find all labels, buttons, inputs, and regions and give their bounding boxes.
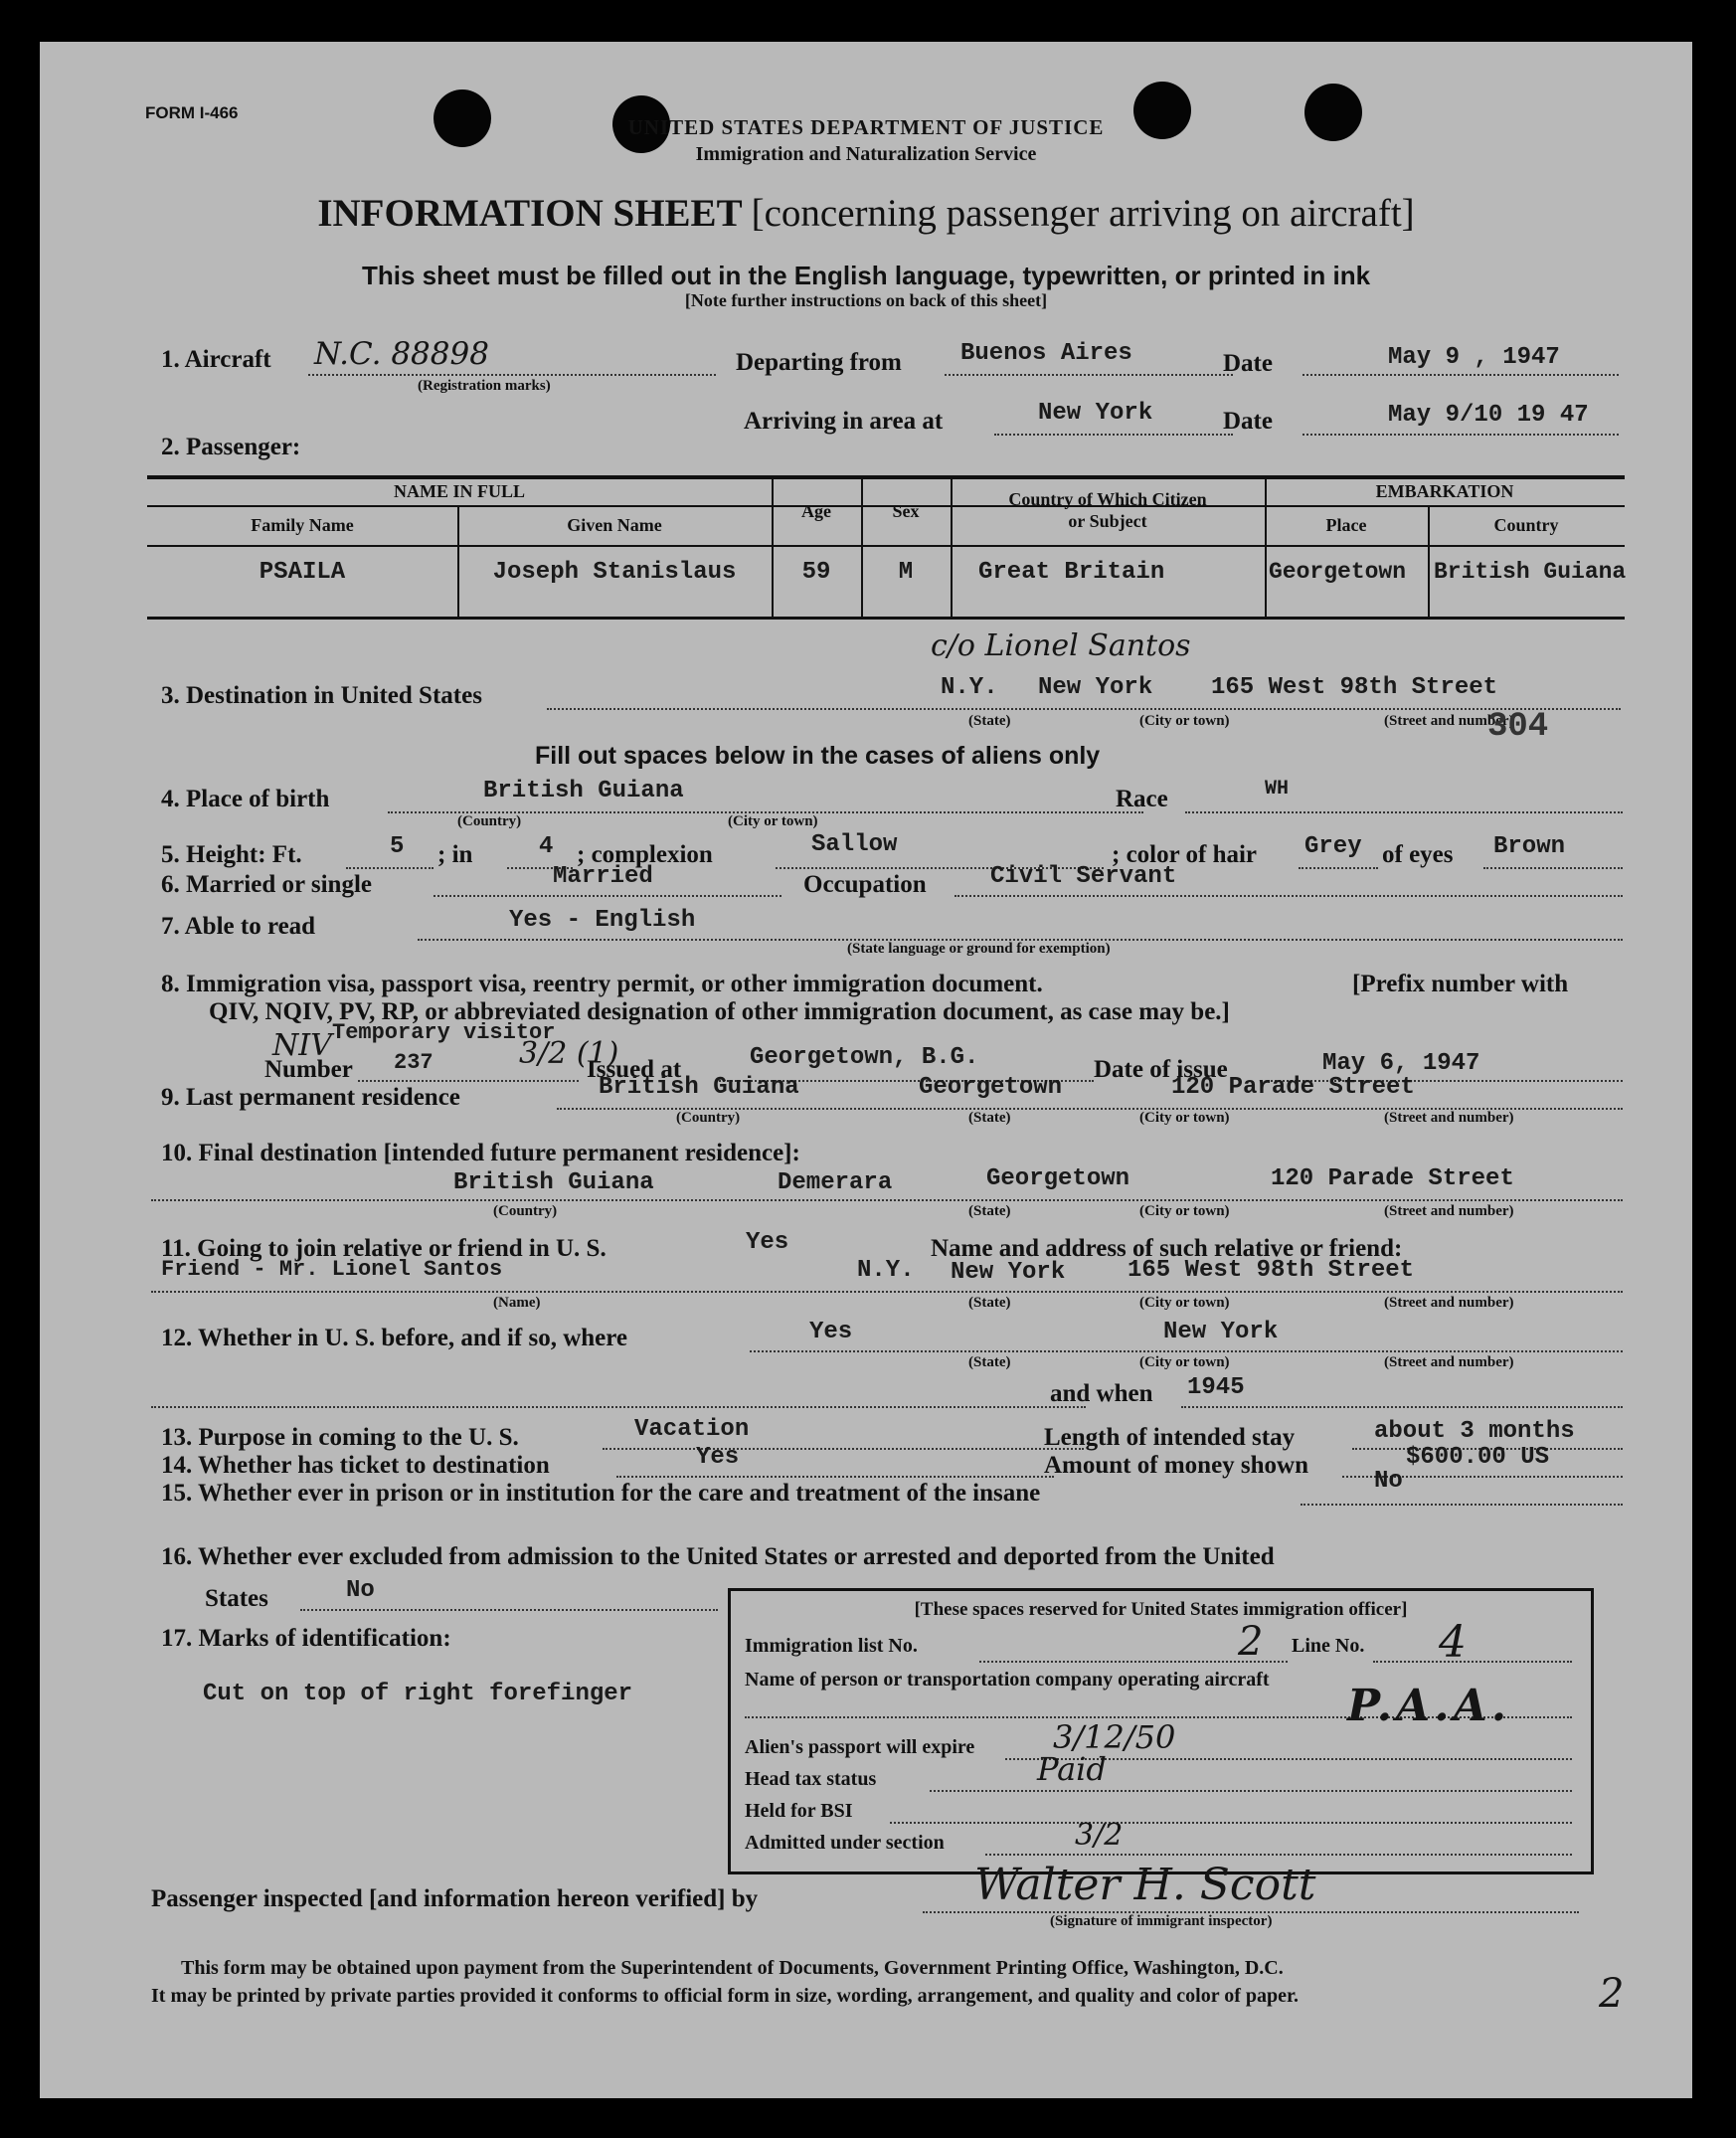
residence-street: 120 Parade Street (1171, 1074, 1415, 1101)
th-country-1: Country of Which Citizen (1008, 489, 1207, 509)
join-state: N.Y. (857, 1257, 915, 1284)
race-value: WH (1265, 778, 1290, 801)
final-city-caption: (City or town) (1139, 1203, 1230, 1219)
height-ft: 5 (390, 833, 405, 860)
destination-line (547, 708, 1621, 710)
join-relative-label: Name and address of such relative or friend: (931, 1235, 1403, 1262)
arriving-line (994, 434, 1233, 436)
cell-family-name: PSAILA (259, 559, 346, 586)
cell-embark-place: Georgetown (1269, 559, 1407, 585)
money-label: Amount of money shown (1044, 1452, 1309, 1479)
visa-number-value: 237 (394, 1050, 434, 1075)
join-city-caption: (City or town) (1139, 1295, 1230, 1311)
join-name-caption: (Name) (493, 1295, 541, 1311)
officer-box-heading: [These spaces reserved for United States immigration officer] (914, 1599, 1408, 1620)
line-no-label: Line No. (1292, 1635, 1365, 1657)
residence-city: Georgetown (919, 1074, 1063, 1101)
aircraft-value: N.C. 88898 (314, 336, 489, 372)
th-sex: Sex (892, 501, 920, 521)
date-of-issue-value: May 6, 1947 (1322, 1050, 1480, 1077)
footer-line-2: It may be printed by private parties provided it conforms to official form in size, wording, arrangement, and quality and color of paper. (151, 1985, 1300, 2007)
read-caption: (State language or ground for exemption) (847, 941, 1111, 957)
height-in-label: ; in (437, 841, 473, 868)
arriving-label: Arriving in area at (744, 408, 944, 435)
departing-label: Departing from (736, 349, 902, 376)
visa-handwritten-section: 3/2 (1) (519, 1036, 619, 1071)
immigration-list-line (979, 1661, 1288, 1663)
eyes-label: of eyes (1382, 841, 1454, 868)
final-country-caption: (Country) (493, 1203, 558, 1219)
head-tax-line (930, 1790, 1572, 1792)
held-for-label: Held for BSI (745, 1800, 853, 1822)
join-value: Yes (746, 1229, 789, 1256)
before-line-2 (151, 1406, 1086, 1408)
footer-line-1: This form may be obtained upon payment from the Superintendent of Documents, Government Printing Office, Washington, D.C. (181, 1957, 1284, 1979)
read-label: 7. Able to read (161, 913, 316, 940)
cell-embark-country: British Guiana (1434, 559, 1627, 585)
th-family-name: Family Name (251, 515, 354, 535)
form-number: FORM I-466 (145, 103, 239, 122)
page-title-sub: [concerning passenger arriving on aircraft] (751, 192, 1415, 235)
arrival-date: May 9/10 19 47 (1388, 402, 1589, 429)
th-age: Age (801, 501, 831, 521)
immigration-list-label: Immigration list No. (745, 1635, 918, 1657)
destination-handwritten-note: c/o Lionel Santos (931, 628, 1191, 663)
final-street-caption: (Street and number) (1384, 1203, 1514, 1219)
money-value: $600.00 US (1406, 1444, 1550, 1471)
signature-caption: (Signature of immigrant inspector) (1050, 1913, 1273, 1929)
cell-citizenship: Great Britain (978, 559, 1165, 586)
when-line (1181, 1406, 1623, 1408)
race-line (1185, 811, 1623, 813)
head-tax-value: Paid (1037, 1750, 1107, 1788)
join-city: New York (951, 1259, 1066, 1286)
occupation-value: Civil Servant (990, 863, 1177, 890)
join-line (151, 1291, 1623, 1293)
date-line-2 (1302, 434, 1619, 436)
married-line (434, 895, 781, 897)
visa-label-1-right: [Prefix number with (1352, 971, 1569, 997)
residence-street-caption: (Street and number) (1384, 1110, 1514, 1126)
operator-value: P.A.A. (1347, 1681, 1511, 1731)
th-given-name: Given Name (567, 515, 662, 535)
excluded-value: No (346, 1577, 375, 1604)
occupation-label: Occupation (803, 871, 927, 898)
th-embarkation: EMBARKATION (1375, 481, 1514, 501)
cell-sex: M (898, 559, 914, 586)
when-label: and when (1050, 1380, 1153, 1407)
visa-number-label: Number (264, 1056, 353, 1083)
destination-state: N.Y. (941, 674, 998, 701)
final-street: 120 Parade Street (1271, 1165, 1514, 1192)
complexion-value: Sallow (811, 831, 898, 858)
before-city: New York (1163, 1319, 1279, 1345)
cell-age: 59 (801, 559, 831, 586)
destination-street: 165 West 98th Street (1211, 674, 1498, 701)
destination-label: 3. Destination in United States (161, 682, 482, 709)
destination-city-caption: (City or town) (1139, 713, 1230, 729)
excluded-label-1: 16. Whether ever excluded from admission to the United States or arrested and deported from the United (161, 1543, 1275, 1570)
date-line-1 (1302, 374, 1619, 376)
admitted-under-label: Admitted under section (745, 1832, 945, 1854)
th-name-in-full: NAME IN FULL (393, 481, 525, 501)
before-city-caption: (City or town) (1139, 1354, 1230, 1370)
residence-country: British Guiana (599, 1074, 799, 1101)
table-col-div-3 (861, 475, 863, 617)
operator-label: Name of person or transportation company operating aircraft (745, 1669, 1270, 1691)
purpose-label: 13. Purpose in coming to the U. S. (161, 1424, 519, 1451)
before-line (750, 1350, 1623, 1352)
inspector-signature: Walter H. Scott (974, 1860, 1316, 1910)
table-subheader-rule (147, 545, 1625, 547)
hair-value: Grey (1304, 833, 1362, 860)
passport-expire-label: Alien's passport will expire (745, 1736, 975, 1758)
ticket-label: 14. Whether has ticket to destination (161, 1452, 550, 1479)
residence-label: 9. Last permanent residence (161, 1084, 460, 1111)
married-label: 6. Married or single (161, 871, 372, 898)
th-country-2: or Subject (1068, 511, 1147, 531)
purpose-line (603, 1448, 1084, 1450)
departing-value: Buenos Aires (960, 340, 1132, 367)
residence-city-caption: (City or town) (1139, 1110, 1230, 1126)
officer-reserved-box (728, 1588, 1594, 1874)
visa-type-value: Temporary visitor (332, 1020, 556, 1045)
th-country: Country (1493, 515, 1559, 535)
final-state: Demerara (778, 1169, 893, 1196)
passenger-label: 2. Passenger: (161, 434, 301, 460)
birth-country-caption: (Country) (457, 813, 522, 829)
final-city: Georgetown (986, 1165, 1130, 1192)
destination-city: New York (1038, 674, 1153, 701)
prison-value: No (1374, 1468, 1403, 1495)
page-title (40, 191, 1692, 236)
visa-label-2: QIV, NQIV, PV, RP, or abbreviated designation of other immigration document, as case may be.] (209, 998, 1230, 1025)
th-place: Place (1325, 515, 1367, 535)
occupation-line (955, 895, 1623, 897)
immigration-list-value: 2 (1238, 1619, 1264, 1665)
join-street: 165 West 98th Street (1128, 1257, 1415, 1284)
residence-country-caption: (Country) (676, 1110, 741, 1126)
line-no-value: 4 (1439, 1617, 1467, 1668)
aircraft-label: 1. Aircraft (161, 346, 271, 373)
table-col-div-2 (772, 475, 774, 617)
final-state-caption: (State) (968, 1203, 1011, 1219)
final-destination-label: 10. Final destination [intended future permanent residence]: (161, 1140, 800, 1166)
before-street-caption: (Street and number) (1384, 1354, 1514, 1370)
destination-state-caption: (State) (968, 713, 1011, 729)
join-state-caption: (State) (968, 1295, 1011, 1311)
issued-at-label: Issued at (587, 1056, 682, 1083)
ticket-value: Yes (696, 1444, 740, 1471)
destination-street-caption: (Street and number) (1384, 713, 1514, 729)
date-label-2: Date (1223, 408, 1273, 435)
head-tax-label: Head tax status (745, 1768, 877, 1790)
page-mark: 2 (1599, 1971, 1625, 2017)
race-label: Race (1116, 786, 1168, 812)
line-no-line (1373, 1661, 1572, 1663)
stay-label: Length of intended stay (1044, 1424, 1296, 1451)
service-title: Immigration and Naturalization Service (695, 143, 1037, 165)
marks-label: 17. Marks of identification: (161, 1625, 451, 1652)
height-label: 5. Height: Ft. (161, 841, 302, 868)
departing-line (945, 374, 1233, 376)
excluded-line (300, 1609, 718, 1611)
admitted-under-line (985, 1854, 1572, 1856)
instruction-line: This sheet must be filled out in the English language, typewritten, or printed in ink (361, 261, 1371, 290)
join-label: 11. Going to join relative or friend in U. S. (161, 1235, 607, 1262)
eyes-value: Brown (1493, 833, 1566, 860)
birth-country: British Guiana (483, 778, 684, 804)
aircraft-caption: (Registration marks) (418, 378, 551, 394)
visa-handwritten-code: NIV (272, 1028, 332, 1063)
read-value: Yes - English (509, 907, 696, 934)
join-name: Friend - Mr. Lionel Santos (161, 1257, 503, 1282)
birth-label: 4. Place of birth (161, 786, 330, 812)
cell-given-name: Joseph Stanislaus (492, 559, 737, 586)
final-country: British Guiana (453, 1169, 654, 1196)
final-line (151, 1199, 1623, 1201)
admitted-under-value: 3/2 (1075, 1818, 1124, 1853)
date-label-1: Date (1223, 350, 1273, 377)
before-label: 12. Whether in U. S. before, and if so, where (161, 1325, 627, 1351)
married-value: Married (553, 863, 653, 890)
date-of-issue-label: Date of issue (1094, 1056, 1228, 1083)
when-value: 1945 (1187, 1374, 1245, 1401)
eyes-line (1483, 867, 1623, 869)
page-title-main: INFORMATION SHEET (317, 192, 742, 235)
inspected-label: Passenger inspected [and information hereon verified] by (151, 1885, 759, 1912)
before-value: Yes (809, 1319, 853, 1345)
before-state-caption: (State) (968, 1354, 1011, 1370)
visa-label-1: 8. Immigration visa, passport visa, reentry permit, or other immigration document. (161, 971, 1043, 997)
ticket-line (616, 1476, 1054, 1478)
arriving-value: New York (1038, 400, 1153, 427)
aircraft-line (308, 374, 716, 376)
table-top-rule (147, 475, 1625, 479)
table-bottom-rule (147, 617, 1625, 620)
birth-city-caption: (City or town) (728, 813, 818, 829)
hair-line (1299, 867, 1378, 869)
hair-label: ; color of hair (1112, 841, 1258, 868)
departure-date: May 9 , 1947 (1388, 344, 1560, 371)
marks-value: Cut on top of right forefinger (203, 1681, 633, 1707)
excluded-label-2: States (205, 1585, 268, 1612)
height-in: 4 (539, 833, 554, 860)
document-sheet (40, 42, 1692, 2098)
visa-number-line (358, 1080, 579, 1082)
stay-value: about 3 months (1374, 1418, 1575, 1445)
aliens-only-heading: Fill out spaces below in the cases of aliens only (535, 742, 1101, 770)
department-title: UNITED STATES DEPARTMENT OF JUSTICE (627, 115, 1105, 139)
height-ft-line (346, 867, 434, 869)
issued-at-value: Georgetown, B.G. (750, 1044, 979, 1071)
instruction-note: [Note further instructions on back of this sheet] (684, 290, 1048, 310)
complexion-label: ; complexion (577, 841, 713, 868)
purpose-value: Vacation (634, 1416, 750, 1443)
join-street-caption: (Street and number) (1384, 1295, 1514, 1311)
destination-stamp-number: 304 (1487, 708, 1549, 746)
prison-label: 15. Whether ever in prison or in institution for the care and treatment of the insane (161, 1480, 1041, 1507)
prison-line (1301, 1504, 1623, 1506)
passport-expire-value: 3/12/50 (1053, 1718, 1176, 1756)
held-for-line (890, 1822, 1572, 1824)
residence-state-caption: (State) (968, 1110, 1011, 1126)
